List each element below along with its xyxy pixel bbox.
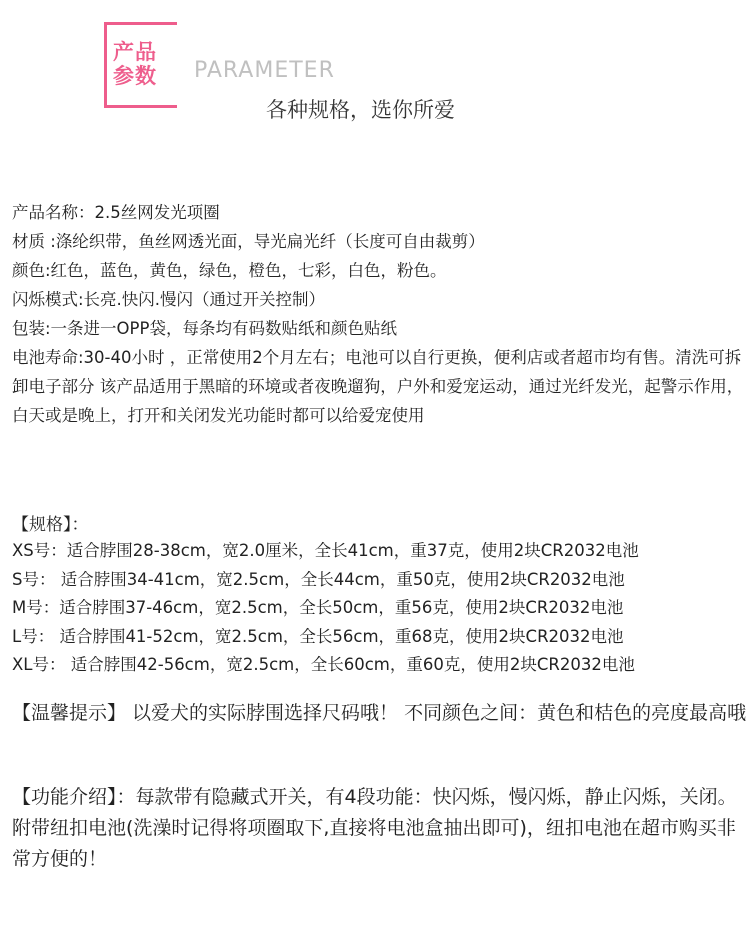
- battery-note: 附带纽扣电池(洗澡时记得将项圈取下,直接将电池盒抽出即可)，纽扣电池在超市购买非常方便的！: [12, 817, 736, 870]
- spec-item-s: S号： 适合脖围34-41cm，宽2.5cm，全长44cm，重50克，使用2块CR2032电池: [12, 569, 625, 589]
- spec-item-xl: XL号： 适合脖围42-56cm，宽2.5cm，全长60cm，重60克，使用2块CR2032电池: [12, 655, 635, 674]
- slogan: 各种规格，选你所爱: [266, 98, 455, 122]
- warm-tip: 【温馨提示】 以爱犬的实际脖围选择尺码哦！ 不同颜色之间：黄色和桔色的亮度最高哦: [12, 702, 747, 724]
- spec-item-l: L号： 适合脖围41-52cm，宽2.5cm，全长56cm，重68克，使用2块CR2032电池: [12, 626, 624, 646]
- badge-line-1: 产品: [113, 40, 157, 64]
- spec-item-m: M号：适合脖围37-46cm，宽2.5cm，全长50cm，重56克，使用2块CR2032电池: [12, 598, 624, 617]
- function-intro: 【功能介绍】：每款带有隐藏式开关，有4段功能：快闪烁，慢闪烁，静止闪烁，关闭。: [12, 786, 737, 808]
- function-section: [12, 782, 750, 875]
- detail-colors: 颜色:红色，蓝色，黄色，绿色，橙色，七彩，白色，粉色。: [12, 261, 447, 280]
- product-params-badge: [113, 40, 157, 88]
- spec-item-xs: XS号：适合脖围28-38cm，宽2.0厘米，全长41cm，重37克，使用2块CR2032电池: [12, 541, 639, 560]
- badge-line-2: 参数: [113, 64, 157, 88]
- detail-flash-mode: 闪烁模式:长亮.快闪.慢闪（通过开关控制）: [12, 290, 326, 309]
- detail-name: 产品名称：2.5丝网发光项圈: [12, 203, 220, 222]
- product-details: [12, 198, 748, 430]
- parameter-label: PARAMETER: [194, 58, 335, 83]
- specs-title: 【规格】：: [12, 515, 89, 535]
- specs-list: [12, 537, 748, 680]
- detail-battery: 电池寿命:30-40小时 ，正常使用2个月左右；电池可以自行更换，便利店或者超市均有售。清洗可拆卸电子部分 该产品适用于黑暗的环境或者夜晚遛狗，户外和爱宠运动，通过光纤发光，起警示作用，白天或是晚上，打开和关闭发光功能时都可以给爱宠使用: [12, 348, 744, 425]
- detail-material: 材质 :涤纶织带，鱼丝网透光面，导光扁光纤（长度可自由裁剪）: [12, 232, 485, 251]
- detail-packaging: 包装:一条进一OPP袋，每条均有码数贴纸和颜色贴纸: [12, 319, 397, 338]
